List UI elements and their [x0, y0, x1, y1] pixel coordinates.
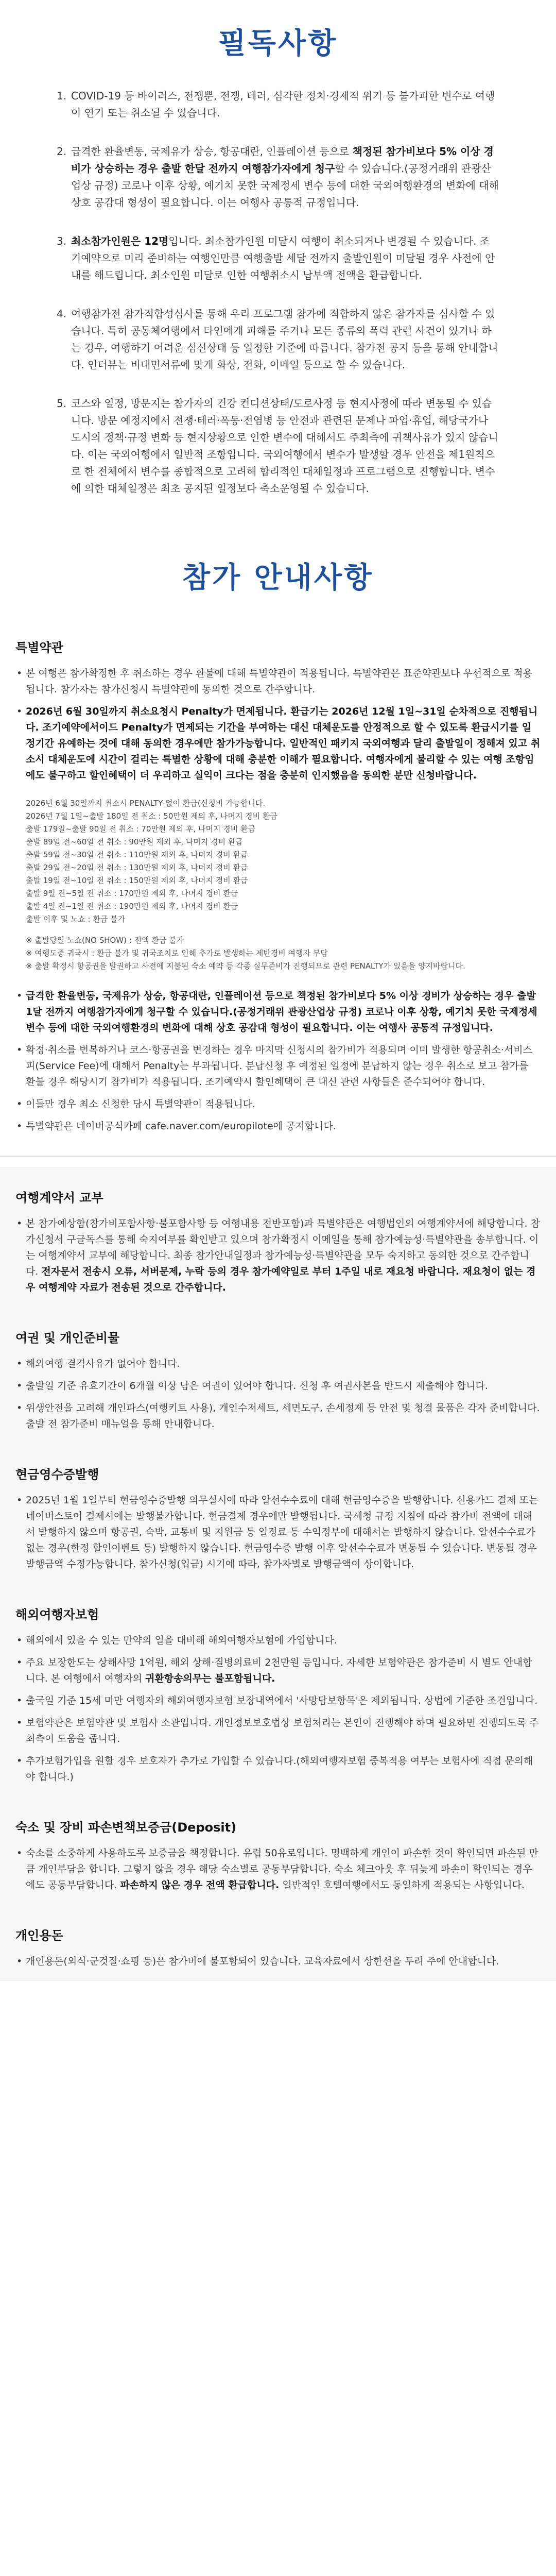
- guide-section: [0, 1797, 556, 1905]
- bullet-list: [0, 1845, 556, 1905]
- guide-section: [0, 979, 556, 1146]
- bullet-item: [15, 1655, 541, 1687]
- fine-print-line: 출발 179일~출발 90일 전 취소 : 70만원 제외 후, 나머지 경비 환급: [26, 824, 255, 834]
- bullet-item: [15, 988, 541, 1036]
- fine-print-line: 출발 이후 및 노쇼 : 환급 불가: [26, 914, 126, 924]
- bullet-list: [0, 1954, 556, 1981]
- notice-text: [71, 395, 499, 497]
- body-text: 주요 보장한도는 상해사망 1억원, 해외 상해·질병의료비 2천만원 등입니다. 자세한 보험약관은 참가준비 시 별도 안내합니다. 본 여행에서 여행자의: [26, 1657, 532, 1684]
- bullet-item: [15, 1753, 541, 1785]
- bullet-item: [15, 1356, 541, 1372]
- guide-title: 참가 안내사항: [182, 561, 374, 595]
- guide-section: [0, 1307, 556, 1444]
- bullet-item: [15, 1954, 541, 1970]
- notice-text: [71, 306, 499, 374]
- bold-text: 최소참가인원은 12명: [71, 235, 169, 247]
- fine-print-block: [0, 932, 556, 979]
- bullet-item: [15, 1715, 541, 1747]
- bullet-list: [0, 1216, 556, 1307]
- fine-print-line: 출발 19일 전~10일 전 취소 : 150만원 제외 후, 나머지 경비 환급: [26, 876, 248, 885]
- bullet-list: [0, 988, 556, 1146]
- bullet-item: [15, 1216, 541, 1296]
- fine-print-line: 출발 59일 전~30일 전 취소 : 110만원 제외 후, 나머지 경비 환급: [26, 850, 248, 859]
- bullet-list: [0, 1633, 556, 1797]
- bold-text: 2026년 6월 30일까지 취소요청시 Penalty가 면제됩니다. 환급기는 2026년 12월 1일~31일 순차적으로 진행됩니다. 조기예약에서이드 Penalty가 면제되는 기간을 부여하는 대신 대체운도를 안정적으로 할 수 있도록 환급시기를 일정기간 유예하는 것에 대해 동의한 경우에만 참가가능합니다. 일반적인 패키지 국외여행과 달리 출발일이 정해져 있고 취소시 대체운도에 시간이 걸리는 특별한 상황에 대해 충분한 이해가 필요합니다. 여행자에게 불리할 수 있는 여행 조항임에도 불구하고 할인혜택이 더 우리하고 실익이 크다는 점을 충분히 인지했음을 동의한 분만 신청바랍니다.: [26, 706, 541, 781]
- bullet-item: [15, 666, 541, 698]
- body-text: 숙소를 소중하게 사용하도록 보증금을 책정합니다. 유럽 50유로입니다. 명백하게 개인이 파손한 것이 확인되면 파손된 만큼 개인부담을 합니다. 그렇지 않을 경우 해당 숙소별로 공동부담합니다. 숙소 체크아웃 후 뒤늦게 파손이 확인되는 경우에도 공동부담합니다.: [26, 1848, 538, 1891]
- notice-number: 2.: [57, 145, 67, 158]
- body-text: 이들만 경우 최소 신청한 당시 특별약관이 적용됩니다.: [26, 1098, 256, 1110]
- guide-sections: [0, 617, 556, 1981]
- body-text: 특별약관은 네이버공식카페 cafe.naver.com/europilote에 공지합니다.: [26, 1121, 336, 1132]
- body-text: COVID-19 등 바이러스, 전쟁뿐, 전쟁, 테러, 심각한 정치·경제적 위기 등 불가피한 변수로 여행이 연기 또는 취소될 수 있습니다.: [71, 90, 495, 119]
- bullet-item: [15, 1118, 541, 1134]
- body-text: 추가보험가입을 원할 경우 보호자가 추가로 가입할 수 있습니다.(해외여행자보험 중복적용 여부는 보험사에 직접 문의해야 합니다.): [26, 1755, 533, 1783]
- body-text: 개인용돈(외식·군것질·쇼핑 등)은 참가비에 불포함되어 있습니다. 교육자료에서 상한선을 두려 주에 안내합니다.: [26, 1956, 499, 1967]
- bullet-item: [15, 1633, 541, 1649]
- notice-text: [71, 143, 499, 211]
- fine-print-line: 2026년 7월 1일~출발 180일 전 취소 : 50만원 제외 후, 나머지 경비 환급: [26, 811, 277, 821]
- bold-text: 전자문서 전송시 오류, 서버문제, 누락 등의 경우 참가예약일로 부터 1주일 내로 재요청 바랍니다. 재요청이 없는 경우 여행계약 자료가 전송된 것으로 간주합니다.: [26, 1266, 536, 1293]
- bullet-item: [15, 1042, 541, 1090]
- fine-print-line: 출발 89일 전~60일 전 취소 : 90만원 제외 후, 나머지 경비 환급: [26, 837, 243, 846]
- body-text: 2025년 1월 1일부터 현금영수증발행 의무실시에 따라 알선수수료에 대해 현금영수증을 발행합니다. 신용카드 결제 또는 네이버스토어 결제시에는 발행불가합니다. 현금결제 경우에만 발행됩니다. 국세청 규정 지침에 따라 참가비 전액에 대해서 발행하지 않으며 항공권, 숙박, 교통비 및 지원금 등 일정료 등 수익정부에 대해서는 발행하지 않습니다. 알선수수료가 없는 경우(한정 할인이벤트 등) 발행하지 않습니다. 현금영수증 발행 이후 알선수수료가 변동될 수 있습니다. 변동될 경우 발행금액 수정가능합니다. 참가신청(입금) 시기에 따라, 참가자별로 발행금액이 상이합니다.: [26, 1495, 538, 1570]
- notice-item: [57, 88, 499, 122]
- notice-number: 1.: [57, 90, 67, 102]
- section-title: 여권 및 개인준비물: [15, 1331, 120, 1345]
- body-text: 해외에서 있을 수 있는 만약의 일을 대비해 해외여행자보험에 가입합니다.: [26, 1635, 337, 1646]
- body-text: 급격한 환율변동, 국제유가 상승, 항공대란, 인플레이션 등으로: [71, 145, 353, 158]
- section-title: 특별약관: [15, 640, 63, 655]
- fine-print-line: 출발 9일 전~5일 전 취소 : 170만원 제외 후, 나머지 경비 환급: [26, 889, 238, 898]
- guide-section: [0, 1167, 556, 1307]
- bold-text: 책정된 참가비보다 5% 이상 경비가 상승하는 경우 출발 한달 전까지 여행참가자에게 청구: [71, 145, 494, 175]
- body-text: 본 참가예상함(참가비포함사항·불포함사항 등 여행내용 전반포함)과 특별약관은 여행법인의 여행계약서에 해당합니다. 참가신청서 구글독스를 통해 숙지여부를 확인받고 있으며 참가확정시 이메일을 통해 참가예능성·특별약관을 송부합니다. 이는 여행계약서 교부에 해당합니다. 최종 참가안내일정과 참가예능성·특별약관을 모두 숙지하고 동의한 것으로 간주합니다.: [26, 1218, 540, 1277]
- section-title: 여행계약서 교부: [15, 1191, 103, 1205]
- bold-text: 급격한 환율변동, 국제유가 상승, 항공대란, 인플레이션 등으로 책정된 참가비보다 5% 이상 경비가 상승하는 경우 출발 1달 전까지 여행참가자에게 청구할 수 있습니다.(공정거래위 관광산업상 규정) 코로나 이후 상황, 예기치 못한 국제정세 변수 등에 대한 국외여행환경의 변화에 대해 상호 공감대 형성이 필요합니다. 이는 여행사 공통적 규정입니다.: [26, 990, 537, 1033]
- notice-text: [71, 88, 499, 122]
- bullet-list: [0, 1493, 556, 1584]
- notice-text: [71, 233, 499, 284]
- bold-text: 귀환항송의무는 불포함됩니다.: [145, 1673, 275, 1684]
- notice-item: [57, 306, 499, 374]
- body-text: 확정·취소를 번복하거나 코스·항공권을 변경하는 경우 마지막 신청시의 참가비가 적용되며 이미 발생한 항공취소·서비스피(Service Fee)에 대해서 Penalty는 부과됩니다. 분납신청 후 예정된 일정에 분납하지 않는 경우 취소로 보고 참가를 환불 경우 해당시기 참가비가 적용됩니다. 조기예약시 할인혜택이 큰 대신 관련 사항들은 준수되어야 합니다.: [26, 1044, 532, 1088]
- bullet-list: [0, 1356, 556, 1444]
- bullet-item: [15, 1096, 541, 1112]
- body-text: 출발일 기준 유효기간이 6개월 이상 남은 여권이 있어야 합니다. 신청 후 여권사본을 반드시 제출해야 합니다.: [26, 1380, 488, 1392]
- notice-item: [57, 233, 499, 284]
- body-text: 입니다. 최소참가인원 미달시 여행이 취소되거나 변경될 수 있습니다. 조기예약으로 미리 준비하는 여행인만큼 여행출발 세달 전까지 출발인원이 미달될 경우 사전에 안내를 해드립니다. 최소인원 미달로 인한 여행취소시 납부액 전액을 환급합니다.: [71, 235, 495, 281]
- fine-print-line: 2026년 6월 30일까지 취소시 PENALTY 없이 환급(신청비 가능합니다.: [26, 799, 266, 808]
- section-divider: [0, 1156, 556, 1157]
- fine-print-line: ※ 출발당일 노쇼(NO SHOW) : 전액 환급 불가: [26, 936, 184, 945]
- fine-print-line: ※ 출발 확정시 항공권을 발권하고 사전에 지불된 숙소 예약 등 각종 실무준비가 진행되므로 관련 PENALTY가 있음을 양지바랍니다.: [26, 961, 465, 971]
- notice-number: 4.: [57, 308, 67, 320]
- body-text: 코스와 일정, 방문지는 참가자의 건강 컨디션상태/도로사정 등 현지사정에 따라 변동될 수 있습니다. 방문 예정지에서 전쟁·테러·폭동·전염병 등 안전과 관련된 문제나 파업·휴업, 해당국가나 도시의 정책·규정 변화 등 현지상황으로 인한 변수에 대해서도 주최측에 귀책사유가 있지 않습니다. 이는 국외여행에서 일반적 조항입니다. 국외여행에서 변수가 발생할 경우 안전을 제1원칙으로 한 전체에서 변수를 종합적으로 고려해 합리적인 대체일정과 프로그램으로 진행합니다. 변수에 의한 대체일정은 최초 공지된 일정보다 축소운영될 수 있습니다.: [71, 397, 498, 495]
- bullet-item: [15, 704, 541, 784]
- notice-item: [57, 143, 499, 211]
- notice-number: 3.: [57, 235, 67, 247]
- body-text: 여행참가전 참가적합성심사를 통해 우리 프로그램 참가에 적합하지 않은 참가자를 심사할 수 있습니다. 특히 공동체여행에서 타인에게 피해를 주거나 모든 종류의 폭력 관련 사건이 있거나 하는 경우, 여행하기 어려운 심신상태 등 일정한 기준에 따릅니다. 참가전 공지 등을 통해 안내합니다. 인터뷰는 비대면서류에 맞게 화상, 전화, 이메일 등으로 할 수 있습니다.: [71, 308, 498, 371]
- fine-print-line: 출발 4일 전~1일 전 취소 : 190만원 제외 후, 나머지 경비 환급: [26, 902, 238, 911]
- body-text: 출국일 기준 15세 미만 여행자의 해외여행자보험 보장내역에서 '사망담보항목'은 제외됩니다. 상법에 기준한 조건입니다.: [26, 1695, 538, 1706]
- fine-print-block: [0, 795, 556, 932]
- body-text: 할 수 있습니다.(공정거래위 관광산업상 규정) 코로나 이후 상황, 예기치 못한 국제정세 변수 등에 대한 국외여행환경의 변화에 대해 상호 공감대 형성이 필요합니다. 이는 여행사 공통적 규정입니다.: [71, 162, 499, 209]
- section-title: 현금영수증발행: [15, 1467, 99, 1482]
- body-text: 일반적인 호텔여행에서도 동일하게 적용되는 사항입니다.: [279, 1879, 525, 1891]
- body-text: 해외여행 결격사유가 없어야 합니다.: [26, 1358, 180, 1369]
- section-title: 개인용돈: [15, 1928, 63, 1943]
- section-title: 해외여행자보험: [15, 1607, 99, 1622]
- notice-number: 5.: [57, 397, 67, 410]
- guide-section: [0, 1444, 556, 1584]
- bullet-item: [15, 1493, 541, 1572]
- body-text: 위생안전을 고려해 개인파스(여행키트 사용), 개인수저세트, 세면도구, 손세정제 등 안전 및 청결 물품은 각자 준비합니다. 출발 전 참가준비 매뉴얼을 통해 안내합니다.: [26, 1402, 540, 1430]
- fine-print-line: 출발 29일 전~20일 전 취소 : 130만원 제외 후, 나머지 경비 환급: [26, 863, 248, 872]
- notice-title: 필독사항: [218, 27, 338, 60]
- bullet-item: [15, 1693, 541, 1709]
- guide-section: [0, 1584, 556, 1797]
- bullet-item: [15, 1845, 541, 1893]
- guide-section: [0, 1905, 556, 1981]
- bold-text: 파손하지 않은 경우 전액 환급합니다.: [120, 1879, 280, 1891]
- bullet-item: [15, 1400, 541, 1432]
- section-title: 숙소 및 장비 파손변책보증금(Deposit): [15, 1820, 237, 1835]
- body-text: 보험약관은 보험약관 및 보험사 소관입니다. 개인정보보호법상 보험처리는 본인이 진행해야 하며 필요하면 진행되도록 주최측이 도움을 줍니다.: [26, 1717, 539, 1744]
- fine-print-line: ※ 여행도중 귀국시 : 환급 불가 및 귀국조치로 인해 추가로 발생하는 제반경비 여행자 부담: [26, 948, 328, 958]
- bullet-item: [15, 1378, 541, 1394]
- bullet-list: [0, 666, 556, 795]
- body-text: 본 여행은 참가확정한 후 취소하는 경우 환불에 대해 특별약관이 적용됩니다. 특별약관은 표준약관보다 우선적으로 적용됩니다. 참가자는 참가신청시 특별약관에 동의한 것으로 간주합니다.: [26, 668, 532, 695]
- notice-item: [57, 395, 499, 497]
- notice-list: [0, 88, 556, 497]
- guide-section: [0, 617, 556, 979]
